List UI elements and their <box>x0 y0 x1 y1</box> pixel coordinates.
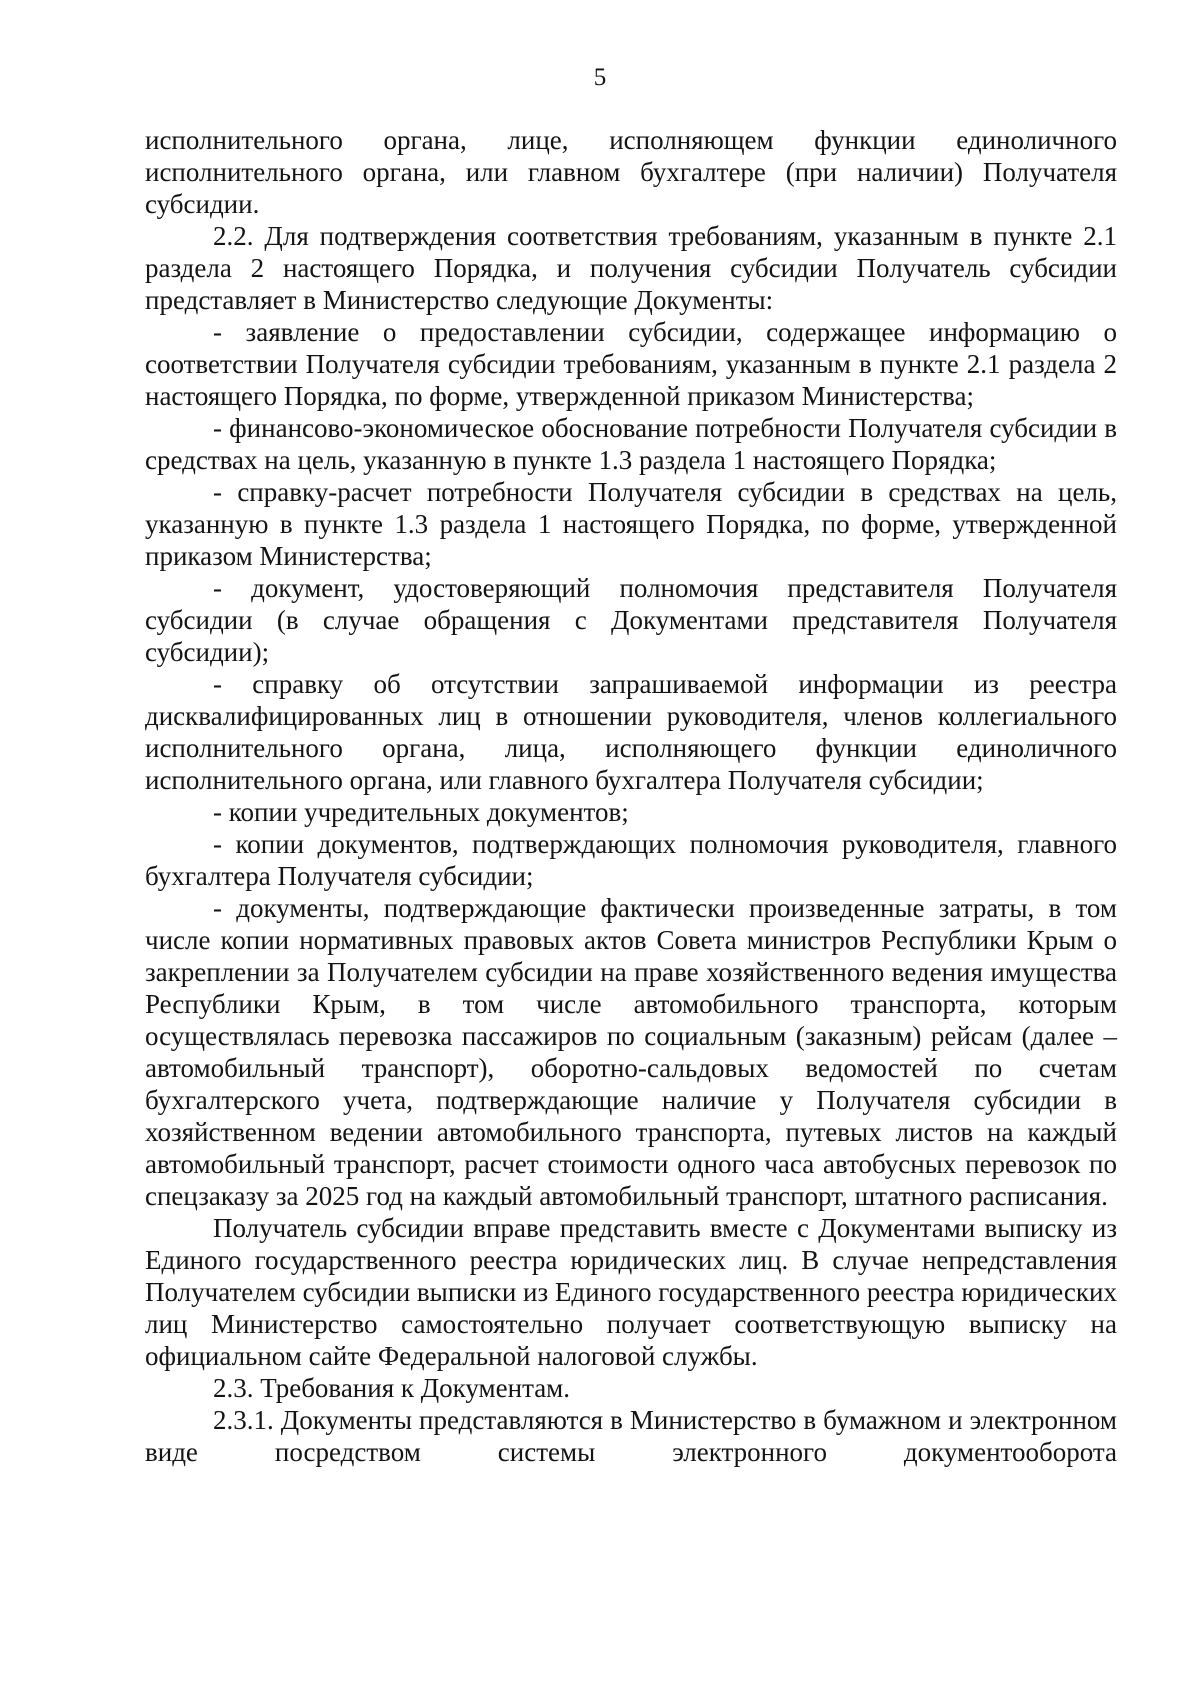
list-item-application: - заявление о предоставлении субсидии, содержащее информацию о соответствии Получателя субсидии требованиям, указанным в пункте 2.1 раздела 2 настоящего Порядка, по форме, утвержденной приказом Министерства; <box>145 317 1117 411</box>
document-body <box>145 124 1117 1468</box>
paragraph-2-3-1: 2.3.1. Документы представляются в Министерство в бумажном и электронном виде посредством системы электронного документооборота <box>145 1405 1117 1467</box>
paragraph-registry-extract: Получатель субсидии вправе представить вместе с Документами выписку из Единого государственного реестра юридических лиц. В случае непредставления Получателем субсидии выписки из Единого государственного реестра юридических лиц Министерство самостоятельно получает соответствующую выписку на официальном сайте Федеральной налоговой службы. <box>145 1213 1117 1371</box>
list-item-financial-justification: - финансово-экономическое обоснование потребности Получателя субсидии в средствах на цель, указанную в пункте 1.3 раздела 1 настоящего Порядка; <box>145 413 1117 475</box>
list-item-founding-documents: - копии учредительных документов; <box>213 797 629 827</box>
list-item-expense-documents: - документы, подтверждающие фактически произведенные затраты, в том числе копии нормативных правовых актов Совета министров Республики Крым о закреплении за Получателем субсидии на праве хозяйственного ведения имущества Республики Крым, в том числе автомобильного транспорта, которым осуществлялась перевозка пассажиров по социальным (заказным) рейсам (далее – автомобильный транспорт), оборотно-сальдовых ведомостей по счетам бухгалтерского учета, подтверждающие наличие у Получателя субсидии в хозяйственном ведении автомобильного транспорта, путевых листов на каждый автомобильный транспорт, расчет стоимости одного часа автобусных перевозок по спецзаказу за 2025 год на каждый автомобильный транспорт, штатного расписания. <box>145 893 1117 1211</box>
list-item-authority-document: - документ, удостоверяющий полномочия представителя Получателя субсидии (в случае обращения с Документами представителя Получателя субсидии); <box>145 573 1117 667</box>
section-heading-2-3: 2.3. Требования к Документам. <box>213 1373 571 1403</box>
paragraph-2: 2.2. Для подтверждения соответствия требованиям, указанным в пункте 2.1 раздела 2 настоящего Порядка, и получения субсидии Получатель субсидии представляет в Министерство следующие Документы: <box>145 221 1117 315</box>
list-item-calculation-certificate: - справку-расчет потребности Получателя субсидии в средствах на цель, указанную в пункте 1.3 раздела 1 настоящего Порядка, по форме, утвержденной приказом Министерства; <box>145 477 1117 571</box>
page-number: 5 <box>593 64 607 91</box>
list-item-authority-copies: - копии документов, подтверждающих полномочия руководителя, главного бухгалтера Получателя субсидии; <box>145 829 1117 891</box>
list-item-disqualification-certificate: - справку об отсутствии запрашиваемой информации из реестра дисквалифицированных лиц в отношении руководителя, членов коллегиального исполнительного органа, лица, исполняющего функции единоличного исполнительного органа, или главного бухгалтера Получателя субсидии; <box>145 669 1117 795</box>
paragraph-1: исполнительного органа, лице, исполняющем функции единоличного исполнительного органа, или главном бухгалтере (при наличии) Получателя субсидии. <box>145 125 1117 219</box>
